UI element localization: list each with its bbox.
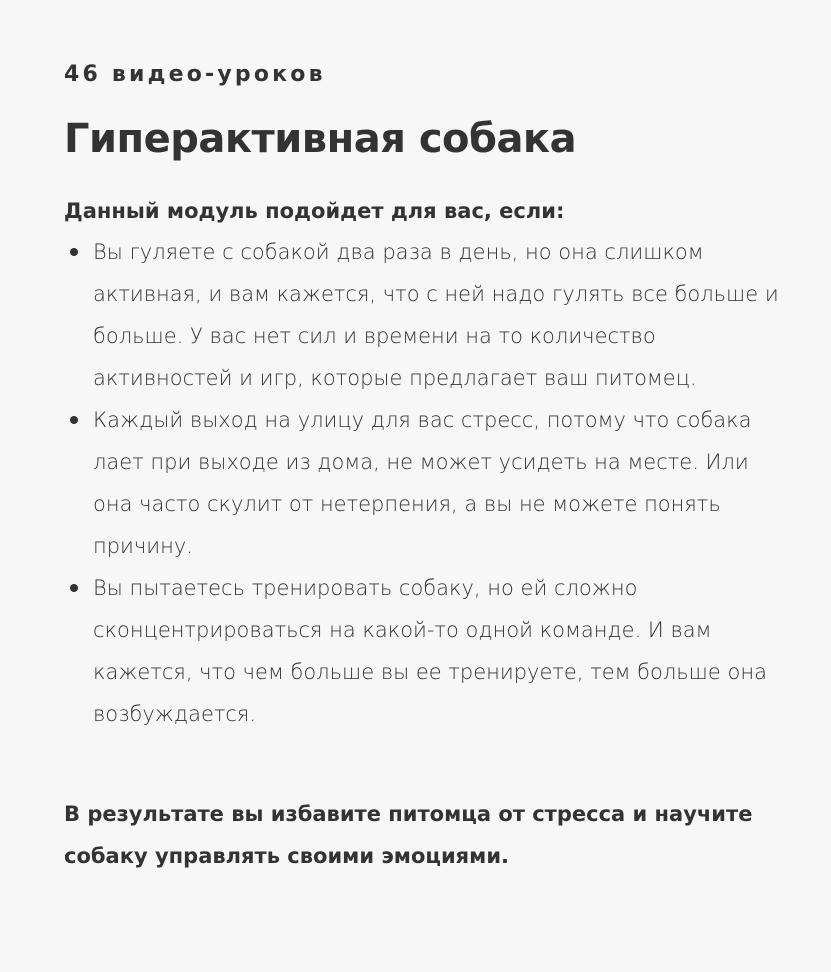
list-item-text: Вы гуляете с собакой два раза в день, но она слишком активная, и вам кажется, что с ней надо гулять все больше и больше. У вас нет сил и времени на то количество активностей и игр, которые предлагает ваш питомец. (93, 240, 779, 390)
module-intro: Данный модуль подойдет для вас, если: (64, 199, 565, 223)
module-title: Гиперактивная собака (64, 116, 577, 162)
list-item (64, 399, 784, 567)
bullet-icon (70, 248, 78, 256)
list-item-text: Каждый выход на улицу для вас стресс, потому что собака лает при выходе из дома, не может усидеть на месте. Или она часто скулит от нетерпения, а вы не можете понять причину. (93, 408, 752, 558)
module-card (64, 55, 784, 877)
lessons-count: 46 видео-уроков (64, 62, 326, 87)
criteria-list (64, 231, 784, 735)
result-statement: В результате вы избавите питомца от стресса и научите собаку управлять своими эмоциями. (64, 802, 753, 868)
list-item (64, 567, 784, 735)
bullet-icon (70, 416, 78, 424)
bullet-icon (70, 584, 78, 592)
list-item-text: Вы пытаетесь тренировать собаку, но ей сложно сконцентрироваться на какой-то одной команде. И вам кажется, что чем больше вы ее тренируете, тем больше она возбуждается. (93, 576, 767, 726)
list-item (64, 231, 784, 399)
